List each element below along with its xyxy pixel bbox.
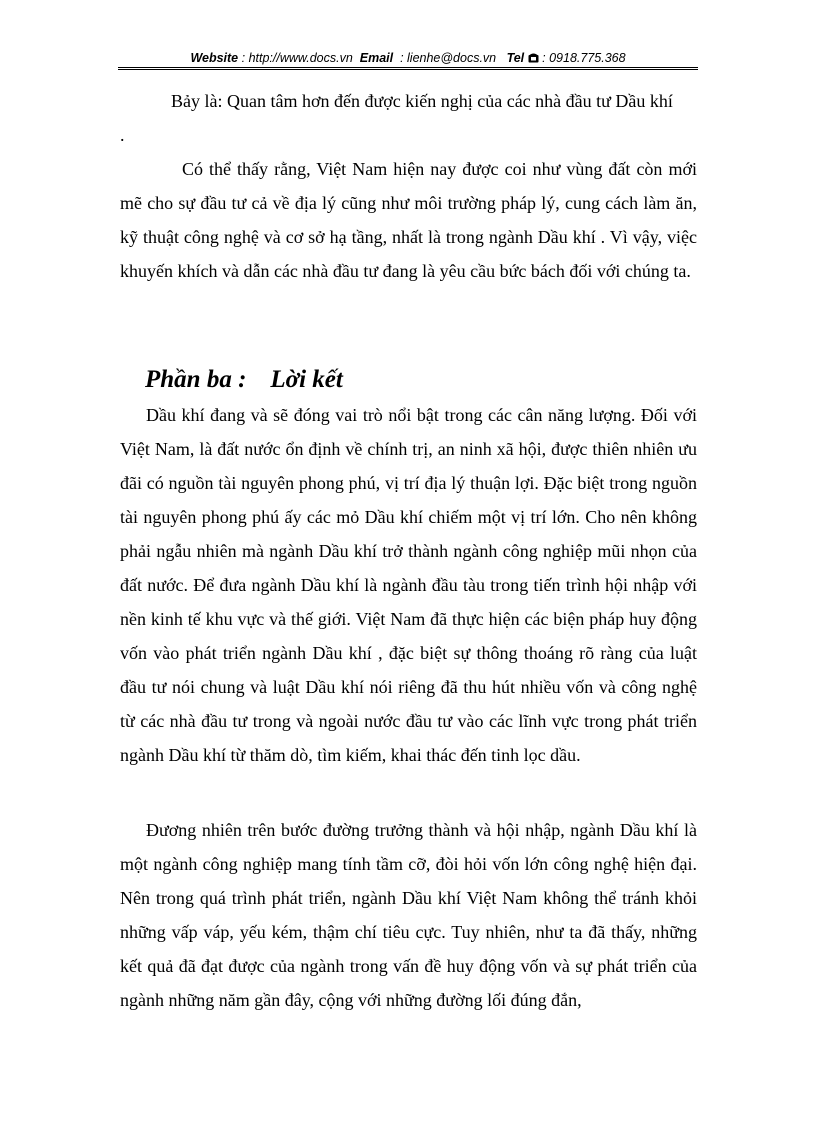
paragraph-1: Có thể thấy rằng, Việt Nam hiện nay được coi như vùng đất còn mới mẽ cho sự đầu tư cả về địa lý cũng như môi trường pháp lý, cung cách làm ăn, kỹ thuật công nghệ và cơ sở hạ tầng, nhất là trong ngành Dầu khí . Vì vậy, việc khuyến khích và dẫn các nhà đầu tư đang là yêu cầu bức bách đối với chúng ta. <box>120 159 697 281</box>
tel-label: Tel <box>506 51 525 65</box>
section-heading <box>145 360 343 400</box>
website-label: Website <box>190 51 239 65</box>
section-title: Lời kết <box>270 366 343 393</box>
page-header <box>118 50 698 66</box>
intro-block <box>120 84 697 152</box>
tel-value: : 0918.775.368 <box>542 51 626 65</box>
email-label: Email <box>359 51 394 65</box>
intro-line: Bảy là: Quan tâm hơn đến được kiến nghị của các nhà đầu tư Dầu khí <box>171 91 673 111</box>
phone-icon <box>528 52 539 63</box>
website-value: : http://www.docs.vn <box>241 51 353 65</box>
intro-period: . <box>120 125 125 145</box>
header-divider <box>118 67 698 70</box>
section-part: Phần ba : <box>145 366 247 393</box>
paragraph-3: Đương nhiên trên bước đường trưởng thành và hội nhập, ngành Dầu khí là một ngành công nghiệp mang tính tầm cỡ, đòi hỏi vốn lớn công nghệ hiện đại. Nên trong quá trình phát triển, ngành Dầu khí Việt Nam không thể tránh khỏi những vấp váp, yếu kém, thậm chí tiêu cực. Tuy nhiên, như ta đã thấy, những kết quả đã đạt được của ngành trong vấn đề huy động vốn và sự phát triển của ngành những năm gần đây, cộng với những đường lối đúng đắn, <box>120 820 697 1010</box>
paragraph-2: Dầu khí đang và sẽ đóng vai trò nổi bật trong các cân năng lượng. Đối với Việt Nam, là đất nước ổn định về chính trị, an ninh xã hội, được thiên nhiên ưu đãi có nguồn tài nguyên phong phú, vị trí địa lý thuận lợi. Đặc biệt trong nguồn tài nguyên phong phú ấy các mỏ Dầu khí chiếm một vị trí lớn. Cho nên không phải ngẫu nhiên mà ngành Dầu khí trở thành ngành công nghiệp mũi nhọn của đất nước. Để đưa ngành Dầu khí là ngành đầu tàu trong tiến trình hội nhập với nền kinh tế khu vực và thế giới. Việt Nam đã thực hiện các biện pháp huy động vốn vào phát triển ngành Dầu khí , đặc biệt sự thông thoáng rõ ràng của luật đầu tư nói chung và luật Dầu khí nói riêng đã thu hút nhiều vốn và công nghệ từ các nhà đầu tư trong và ngoài nước đầu tư vào các lĩnh vực trong phát triển ngành Dầu khí từ thăm dò, tìm kiếm, khai thác đến tinh lọc dầu. <box>120 405 697 765</box>
email-value: : lienhe@docs.vn <box>400 51 497 65</box>
